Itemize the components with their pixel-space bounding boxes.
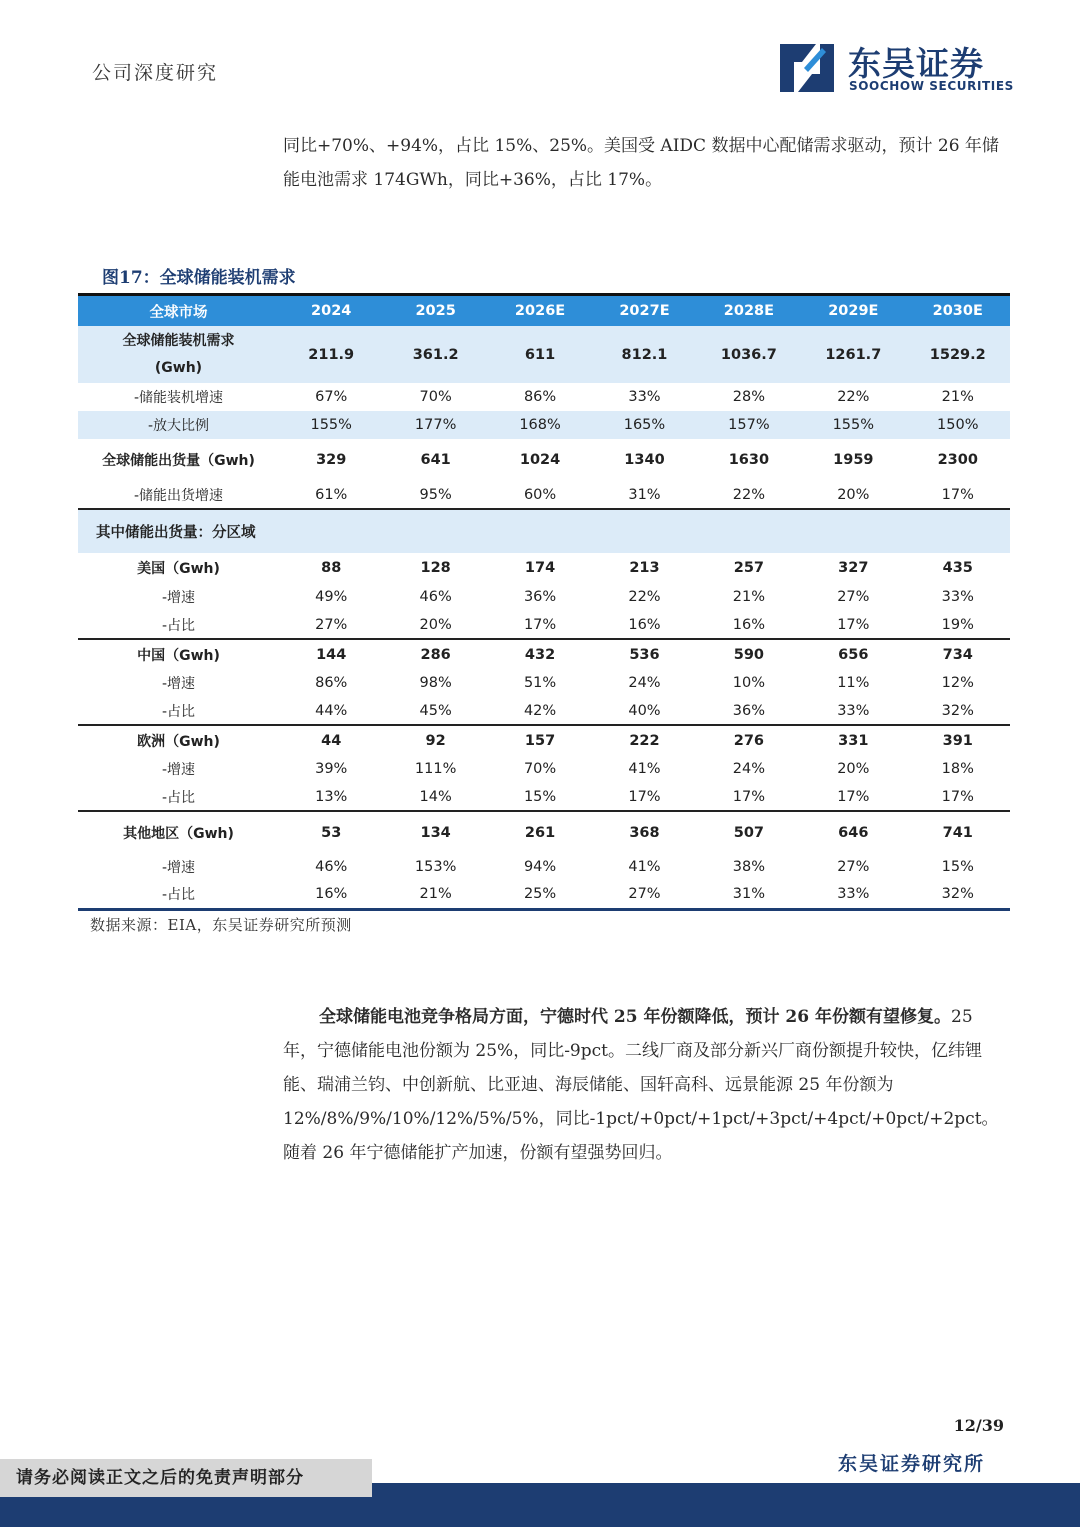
table-cell: 155% bbox=[279, 411, 383, 439]
table-cell: 41% bbox=[628, 761, 661, 777]
table-header-cell: 2024 bbox=[279, 295, 383, 327]
table-cell: 33% bbox=[837, 702, 870, 719]
table-cell: 86% bbox=[523, 389, 557, 405]
table-cell: 257 bbox=[733, 560, 765, 576]
region-row bbox=[78, 811, 1010, 853]
table-cell: 61% bbox=[315, 486, 348, 503]
table-cell: 24% bbox=[732, 761, 766, 777]
table-cell: 94% bbox=[523, 859, 557, 875]
table-cell: 92 bbox=[383, 725, 487, 755]
table-cell: 36% bbox=[732, 702, 766, 719]
table-cell: 40% bbox=[628, 702, 661, 719]
row-label bbox=[78, 326, 279, 383]
table-cell: 39% bbox=[315, 761, 348, 777]
row-label: -放大比例 bbox=[78, 411, 279, 439]
table-header-row bbox=[78, 295, 1010, 327]
row-label: -储能装机增速 bbox=[133, 390, 224, 406]
table-cell: 18% bbox=[941, 761, 974, 777]
table-cell: 13% bbox=[315, 788, 348, 805]
report-type-label: 公司深度研究 bbox=[92, 62, 219, 84]
table-cell: 157% bbox=[697, 411, 801, 439]
table-cell: 22% bbox=[837, 389, 870, 405]
region-growth-row bbox=[78, 669, 1010, 697]
table-cell: 19% bbox=[941, 616, 974, 633]
table-cell: 656 bbox=[801, 639, 905, 669]
table-cell: 31% bbox=[628, 486, 661, 503]
table-cell: 276 bbox=[697, 725, 801, 755]
table-header-cell: 2026E bbox=[488, 295, 592, 327]
region-growth-row bbox=[78, 583, 1010, 611]
table-cell: 177% bbox=[383, 411, 487, 439]
table-cell: 22% bbox=[732, 486, 766, 503]
table-cell: 734 bbox=[906, 639, 1010, 669]
table-cell: 16% bbox=[628, 616, 661, 633]
table-cell: 432 bbox=[488, 639, 592, 669]
footer-disclaimer: 请务必阅读正文之后的免责声明部分 bbox=[0, 1459, 372, 1497]
table-cell: 27% bbox=[837, 859, 870, 875]
table-row bbox=[78, 383, 1010, 411]
table-cell: 165% bbox=[592, 411, 696, 439]
growth-label: -增速 bbox=[161, 590, 196, 606]
table-cell: 22% bbox=[628, 589, 661, 605]
table-cell: 10% bbox=[732, 675, 766, 691]
table-cell: 16% bbox=[732, 616, 766, 633]
table-cell: 144 bbox=[279, 639, 383, 669]
region-label: 其他地区（Gwh) bbox=[78, 811, 279, 853]
growth-label: -增速 bbox=[161, 860, 196, 876]
table-cell: 36% bbox=[523, 589, 557, 605]
table-cell: 1036.7 bbox=[697, 326, 801, 383]
table-cell: 44% bbox=[315, 702, 348, 719]
table-cell: 435 bbox=[942, 560, 973, 576]
table-cell: 44 bbox=[279, 725, 383, 755]
logo-en-text: SOOCHOW SECURITIES bbox=[849, 79, 1014, 93]
table-cell: 17% bbox=[732, 788, 766, 805]
table-cell: 155% bbox=[801, 411, 905, 439]
table-header-cell: 2028E bbox=[697, 295, 801, 327]
table-cell: 1529.2 bbox=[906, 326, 1010, 383]
table-cell: 42% bbox=[523, 702, 557, 719]
table-cell: 49% bbox=[315, 589, 348, 605]
table-cell: 111% bbox=[414, 761, 457, 777]
soochow-logo-mark-icon bbox=[776, 40, 838, 96]
table-cell: 24% bbox=[628, 675, 661, 691]
table-cell: 261 bbox=[488, 811, 592, 853]
share-label: -占比 bbox=[161, 617, 196, 634]
table-header-cell: 2030E bbox=[906, 295, 1010, 327]
paragraph-lead: 全球储能电池竞争格局方面，宁德时代 25 年份额降低，预计 26 年份额有望修复。 bbox=[319, 1007, 951, 1027]
region-label: 美国（Gwh) bbox=[137, 561, 220, 577]
table-cell: 641 bbox=[420, 452, 451, 468]
section-label: 其中储能出货量：分区域 bbox=[78, 509, 1010, 553]
table-cell: 1261.7 bbox=[801, 326, 905, 383]
table-cell: 286 bbox=[383, 639, 487, 669]
table-cell: 60% bbox=[523, 486, 557, 503]
table-cell: 38% bbox=[732, 859, 766, 875]
table-cell: 33% bbox=[941, 589, 974, 605]
table-cell: 168% bbox=[488, 411, 592, 439]
table-cell: 70% bbox=[523, 761, 557, 777]
table-cell: 361.2 bbox=[383, 326, 487, 383]
table-cell: 174 bbox=[524, 560, 556, 576]
table-cell: 28% bbox=[732, 389, 766, 405]
growth-label: -增速 bbox=[161, 676, 196, 692]
table-cell: 20% bbox=[419, 616, 452, 633]
table-cell: 536 bbox=[592, 639, 696, 669]
table-cell: 590 bbox=[697, 639, 801, 669]
table-cell: 21% bbox=[941, 389, 974, 405]
table-cell: 45% bbox=[419, 702, 452, 719]
table-cell: 70% bbox=[419, 389, 452, 405]
table-cell: 14% bbox=[419, 788, 452, 805]
table-cell: 15% bbox=[523, 788, 557, 805]
table-cell: 391 bbox=[906, 725, 1010, 755]
table-cell: 153% bbox=[414, 859, 457, 875]
paragraph-body: 25 年，宁德储能电池份额为 25%，同比-9pct。二线厂商及部分新兴厂商份额提升较快，亿纬锂能、瑞浦兰钧、中创新航、比亚迪、海辰储能、国轩高科、远景能源 25 年份额为 12%/8%/9%/10%/12%/5%/5%，同比-1pct/+0pct/+1pct/+3pct/+4pct/+0pct/+2pct。随着 26 年宁德储能扩产加速，份额有望强势回归。 bbox=[283, 1007, 999, 1163]
region-row bbox=[78, 639, 1010, 669]
table-cell: 1024 bbox=[519, 452, 561, 468]
table-cell: 157 bbox=[488, 725, 592, 755]
table-cell: 646 bbox=[801, 811, 905, 853]
table-cell: 17% bbox=[523, 616, 557, 633]
table-row bbox=[78, 439, 1010, 481]
table-cell: 53 bbox=[279, 811, 383, 853]
share-label: -占比 bbox=[161, 703, 196, 720]
share-label: -占比 bbox=[161, 789, 196, 806]
table-cell: 327 bbox=[838, 560, 869, 576]
soochow-logo bbox=[776, 40, 1014, 96]
logo-cn-text: 东吴证券 bbox=[848, 44, 984, 83]
table-cell: 17% bbox=[941, 788, 974, 805]
table-cell: 33% bbox=[628, 389, 661, 405]
table-cell: 33% bbox=[801, 881, 905, 909]
table-cell: 741 bbox=[906, 811, 1010, 853]
table-cell: 222 bbox=[592, 725, 696, 755]
table-header-cell: 2027E bbox=[592, 295, 696, 327]
table-cell: 51% bbox=[523, 675, 557, 691]
table-cell: 16% bbox=[279, 881, 383, 909]
table-cell: 17% bbox=[941, 486, 974, 503]
table-cell: 21% bbox=[732, 589, 766, 605]
table-cell: 331 bbox=[801, 725, 905, 755]
table-cell: 32% bbox=[941, 702, 974, 719]
energy-storage-demand-table bbox=[78, 293, 1010, 911]
region-growth-row bbox=[78, 853, 1010, 881]
region-label: 欧洲（Gwh) bbox=[78, 725, 279, 755]
table-cell: 17% bbox=[837, 616, 870, 633]
table-row bbox=[78, 411, 1010, 439]
region-row bbox=[78, 725, 1010, 755]
section-row bbox=[78, 509, 1010, 553]
table-cell: 27% bbox=[315, 616, 348, 633]
table-cell: 98% bbox=[419, 675, 452, 691]
table-cell: 27% bbox=[837, 589, 870, 605]
region-label: 中国（Gwh) bbox=[78, 639, 279, 669]
table-cell: 67% bbox=[315, 389, 348, 405]
region-share-row bbox=[78, 611, 1010, 639]
table-cell: 21% bbox=[383, 881, 487, 909]
table-cell: 329 bbox=[316, 452, 347, 468]
row-label: 全球储能出货量（Gwh) bbox=[102, 453, 255, 469]
figure-title: 图17：全球储能装机需求 bbox=[102, 268, 296, 288]
table-row bbox=[78, 481, 1010, 509]
table-cell: 88 bbox=[321, 560, 342, 576]
competition-paragraph bbox=[283, 1000, 1005, 1170]
table-cell: 812.1 bbox=[592, 326, 696, 383]
table-cell: 17% bbox=[837, 788, 870, 805]
table-cell: 15% bbox=[941, 859, 974, 875]
table-cell: 213 bbox=[629, 560, 660, 576]
table-cell: 95% bbox=[419, 486, 452, 503]
region-share-row bbox=[78, 881, 1010, 909]
table-cell: 507 bbox=[697, 811, 801, 853]
footer-org-name: 东吴证券研究所 bbox=[838, 1453, 986, 1475]
table-cell: 41% bbox=[628, 859, 661, 875]
data-source-note: 数据来源：EIA，东吴证券研究所预测 bbox=[90, 916, 352, 934]
region-share-row bbox=[78, 697, 1010, 725]
table-cell: 134 bbox=[383, 811, 487, 853]
region-growth-row bbox=[78, 755, 1010, 783]
growth-label: -增速 bbox=[161, 762, 196, 778]
table-cell: 20% bbox=[837, 761, 870, 777]
page-number: 12/39 bbox=[953, 1416, 1004, 1435]
table-cell: 611 bbox=[488, 326, 592, 383]
region-row bbox=[78, 553, 1010, 583]
row-label-line: 全球储能装机需求 bbox=[122, 332, 235, 349]
row-label: -储能出货增速 bbox=[133, 487, 224, 504]
table-cell: 46% bbox=[419, 589, 452, 605]
table-cell: 1340 bbox=[624, 452, 665, 468]
table-cell: 31% bbox=[697, 881, 801, 909]
table-cell: 11% bbox=[837, 675, 870, 691]
table-cell: 2300 bbox=[937, 452, 978, 468]
table-cell: 86% bbox=[315, 675, 348, 691]
table-cell: 27% bbox=[592, 881, 696, 909]
row-label-unit: (Gwh) bbox=[154, 359, 203, 376]
table-cell: 17% bbox=[628, 788, 661, 805]
table-row bbox=[78, 326, 1010, 383]
region-share-row bbox=[78, 783, 1010, 811]
table-header-cell: 全球市场 bbox=[78, 295, 279, 327]
table-header-cell: 2025 bbox=[383, 295, 487, 327]
table-cell: 1959 bbox=[833, 452, 874, 468]
table-cell: 368 bbox=[592, 811, 696, 853]
table-cell: 128 bbox=[420, 560, 451, 576]
table-cell: 12% bbox=[941, 675, 974, 691]
table-cell: 1630 bbox=[728, 452, 770, 468]
table-cell: 20% bbox=[837, 486, 870, 503]
table-cell: 32% bbox=[906, 881, 1010, 909]
table-header-cell: 2029E bbox=[801, 295, 905, 327]
table-cell: 211.9 bbox=[279, 326, 383, 383]
table-cell: 25% bbox=[488, 881, 592, 909]
table-cell: 46% bbox=[315, 859, 348, 875]
intro-paragraph: 同比+70%、+94%，占比 15%、25%。美国受 AIDC 数据中心配储需求驱动，预计 26 年储能电池需求 174GWh，同比+36%，占比 17%。 bbox=[283, 136, 999, 190]
share-label: -占比 bbox=[78, 881, 279, 909]
table-cell: 150% bbox=[906, 411, 1010, 439]
